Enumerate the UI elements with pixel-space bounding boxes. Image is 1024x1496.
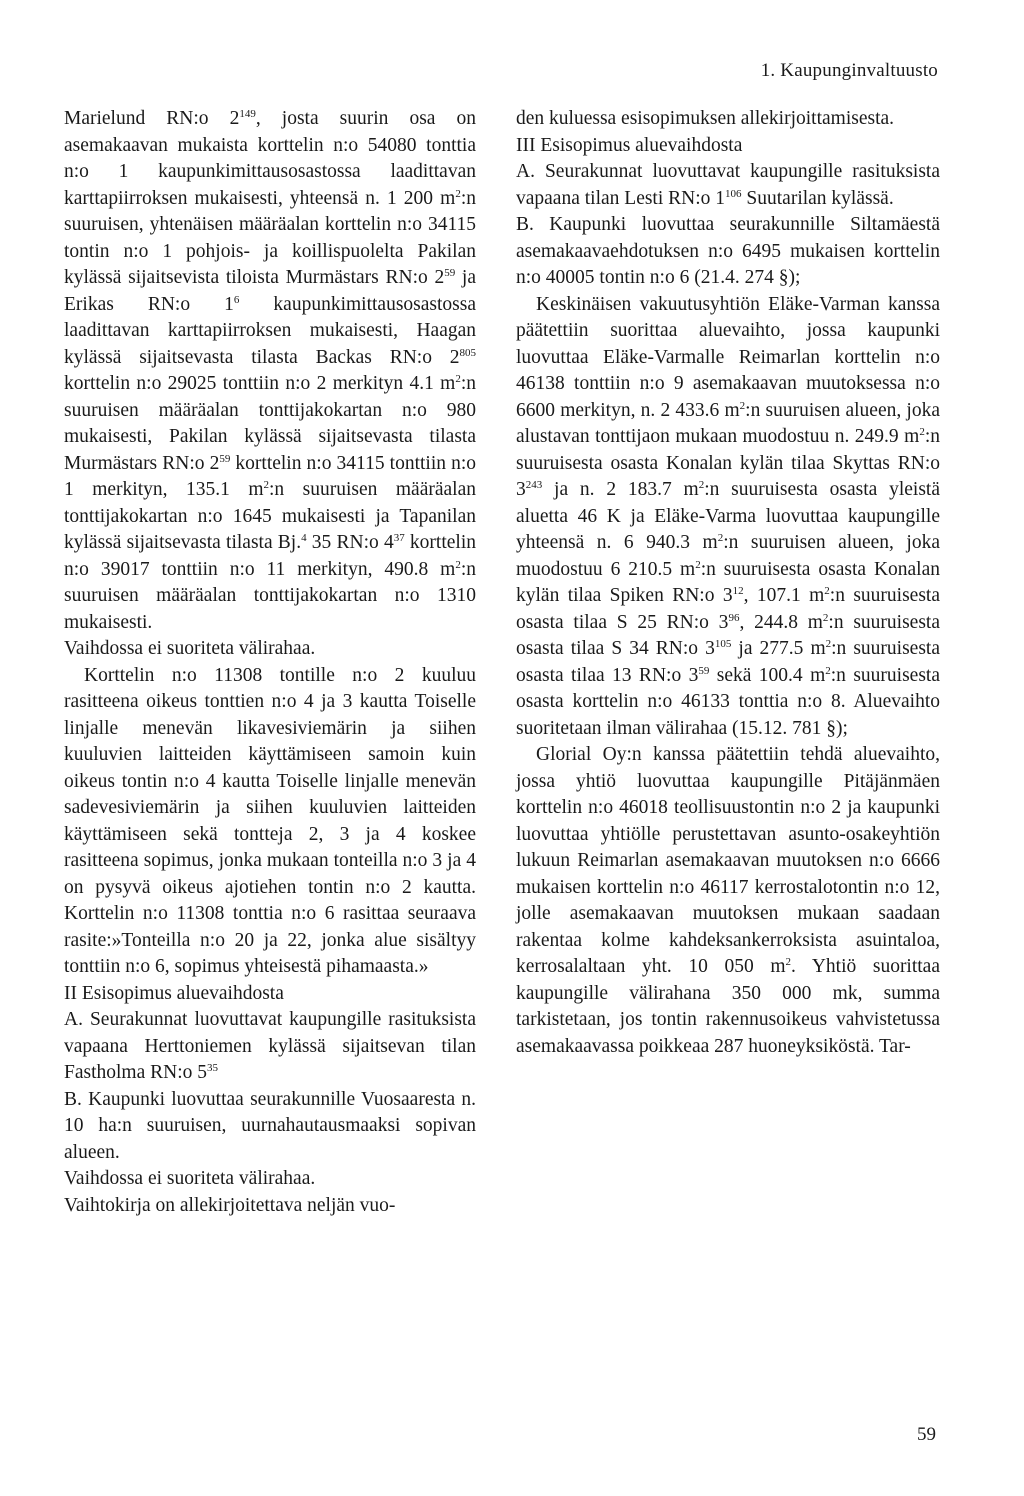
paragraph-continuation: den kuluessa esisopimuksen allekirjoittamisesta.	[516, 108, 895, 129]
superscript: 2	[263, 479, 270, 491]
superscript: 59	[698, 664, 710, 677]
superscript: 805	[459, 346, 476, 359]
superscript: 4	[301, 532, 307, 544]
superscript: 2	[698, 479, 705, 491]
paragraph-no-payment: Vaihdossa ei suoriteta välirahaa.	[64, 638, 316, 659]
superscript: 2	[455, 373, 461, 385]
superscript: 2	[695, 558, 701, 571]
superscript: 2	[919, 426, 925, 438]
right-column	[516, 106, 940, 1060]
superscript: 243	[525, 479, 543, 491]
paragraph-glorial: Glorial Oy:n kanssa päätettiin tehdä aluevaihto, jossa yhtiö luovuttaa kaupungille Pitäjänmäen korttelin n:o 46018 teollisuustontin n:o 2 ja kaupunki luovuttaa yhtiölle perustettavan asunto-osakeyhtiön lukuun Reimarlan asemakaavan muutoksen n:o 6666 mukaisen korttelin n:o 46117 kerrostalotontin n:o 12, jolle asemakaavan muutoksen mukaan saadaan rakentaa kolme kahdeksankerroksista asuintaloa, kerrosalaltaan yht. 10 050 $m^2$. Yhtiö suorittaa kaupungille välirahana 350 000 mk, summa tarkistetaan, jos tontin rakennusoikeus vahvistetussa asemakaavassa poikkeaa 287 huoneyksiköstä. Tar-	[516, 744, 940, 1057]
section-heading-ii: II Esisopimus aluevaihdosta	[64, 982, 284, 1004]
paragraph-elake-varma: Keskinäisen vakuutusyhtiön Eläke-Varman kanssa päätettiin suorittaa aluevaihto, jossa kaupunki luovuttaa Eläke-Varmalle Reimarlan korttelin n:o 46138 tonttiin n:o 9 asemakaavan muutoksessa n:o 6600 merkityn, n. 2 433.6 $m^2:n$ suuruisen alueen, joka alustavan tonttijaon mukaan muodostuu n. 249.9 $m^2:n$ suuruisesta osasta Konalan kylän tilaa Skyttas RN:o $3^{243}$ ja n. 2 183.7 $m^2:n$ suuruisesta osasta yleistä aluetta 46 K ja Eläke-Varma luovuttaa kaupungille yhteensä n. 6 940.3 $m^2:n$ suuruisen alueen, joka muodostuu 6 210.5 $m^2:n$ suuruisesta osasta Konalan kylän tilaa Spiken RN:o $3^{12}$, 107.1 $m^2:n$ suuruisesta osasta tilaa S 25 RN:o $3^{96}$, 244.8 $m^2:n$ suuruisesta osasta tilaa S 34 RN:o $3^{105}$ ja 277.5 $m^2:n$ suuruisesta osasta tilaa 13 RN:o $3^{59}$ sekä 100.4 $m^2:n$ suuruisesta osasta korttelin n:o 46133 tonttia n:o 8. Aluevaihto suoritetaan ilman välirahaa (15.12. 781 §);	[516, 293, 941, 739]
superscript: 96	[728, 611, 740, 624]
superscript: 149	[239, 108, 256, 120]
superscript: 2	[824, 585, 830, 597]
superscript: 2	[739, 399, 746, 412]
superscript: 35	[207, 1062, 219, 1074]
superscript: 2	[825, 638, 832, 650]
superscript: 2	[455, 558, 461, 571]
paragraph-no-payment-2: Vaihdossa ei suoriteta välirahaa.	[64, 1168, 316, 1189]
superscript: 59	[444, 267, 456, 279]
paragraph-easement: Korttelin n:o 11308 tontille n:o 2 kuuluu rasitteena oikeus tonttien n:o 4 ja 3 kautta Toiselle linjalle menevän likavesiviemärin ja siihen kuuluvien laitteiden käyttämiseen samoin kuin oikeus tontin n:o 4 kautta Toiselle linjalle menevän sadevesiviemärin ja siihen kuuluvien laitteiden käyttämiseen sekä tontteja 2, 3 ja 4 koskee rasitteena sopimus, jonka mukaan tonteilla n:o 3 ja 4 on pysyvä oikeus ajotiehen tontin n:o 2 kautta. Korttelin n:o 11308 tonttia n:o 6 rasittaa seuraava rasite:»Tonteilla n:o 20 ja 22, jonka alue sisältyy tonttiin n:o 6, sopimus yhteisestä pihamaasta.»	[64, 664, 476, 977]
superscript: 105	[714, 638, 732, 650]
superscript: 37	[393, 532, 405, 544]
superscript: 59	[219, 452, 231, 465]
superscript: 12	[732, 585, 744, 597]
superscript: 2	[455, 187, 461, 200]
paragraph-ii-a: A. Seurakunnat luovuttavat kaupungille rasituksista vapaana Herttoniemen kylässä sijaitsevan tilan Fastholma RN:o $5^{35}$	[64, 1009, 476, 1083]
paragraph-exchange-deed: Vaihtokirja on allekirjoitettava neljän vuo-	[64, 1194, 396, 1216]
paragraph-iii-b: B. Kaupunki luovuttaa seurakunnille Siltamäestä asemakaavaehdotuksen n:o 6495 mukaisen korttelin n:o 40005 tontin n:o 6 (21.4. 274 §);	[516, 214, 940, 288]
superscript: 2	[825, 664, 831, 677]
superscript: 6	[233, 293, 240, 306]
paragraph-ii-b: B. Kaupunki luovuttaa seurakunnille Vuosaaresta n. 10 ha:n suuruisen, uurnahautausmaaksi sopivan alueen.	[64, 1088, 476, 1163]
paragraph-marielund: Marielund RN:o $2^{149}$, josta suurin osa on asemakaavan mukaista korttelin n:o 54080 tonttia n:o 1 kaupunkimittausosastossa laadittavan karttapiirroksen mukaisesti, yhteensä n. 1 200 $m^2:n$ suuruisen, yhtenäisen määräalan korttelin n:o 34115 tontin n:o 1 pohjois- ja koillispuolelta Pakilan kylässä sijaitsevista tiloista Murmästars RN:o $2^{59}$ ja Erikas RN:o $1^6$ kaupunkimittausosastossa laadittavan karttapiirroksen mukaisesti, Haagan kylässä sijaitsevasta tilasta Backas RN:o $2^{805}$ korttelin n:o 29025 tonttiin n:o 2 merkityn 4.1 $m^2:n$ suuruisen määräalan tonttijakokartan n:o 980 mukaisesti, Pakilan kylässä sijaitsevasta tilasta Murmästars RN:o $2^{59}$ korttelin n:o 34115 tonttiin n:o 1 merkityn, 135.1 $m^2:n$ suuruisen määräalan tonttijakokartan n:o 1645 mukaisesti ja Tapanilan kylässä sijaitsevasta tilasta Bj.$^4$ 35 RN:o $4^{37}$ korttelin n:o 39017 tonttiin n:o 11 merkityn, 490.8 $m^2:n$ suuruisen määräalan tonttijakokartan n:o 1310 mukaisesti.	[64, 108, 476, 633]
superscript: 106	[725, 187, 742, 200]
superscript: 2	[785, 956, 792, 968]
running-header: 1. Kaupunginvaltuusto	[760, 60, 938, 81]
superscript: 2	[822, 611, 829, 624]
superscript: 2	[717, 532, 724, 544]
paragraph-iii-a: A. Seurakunnat luovuttavat kaupungille rasituksista vapaana tilan Lesti RN:o $1^{106}$ Suutarilan kylässä.	[516, 161, 940, 209]
section-heading-iii: III Esisopimus aluevaihdosta	[516, 134, 743, 156]
left-column	[64, 106, 476, 1219]
page-number: 59	[917, 1424, 936, 1445]
